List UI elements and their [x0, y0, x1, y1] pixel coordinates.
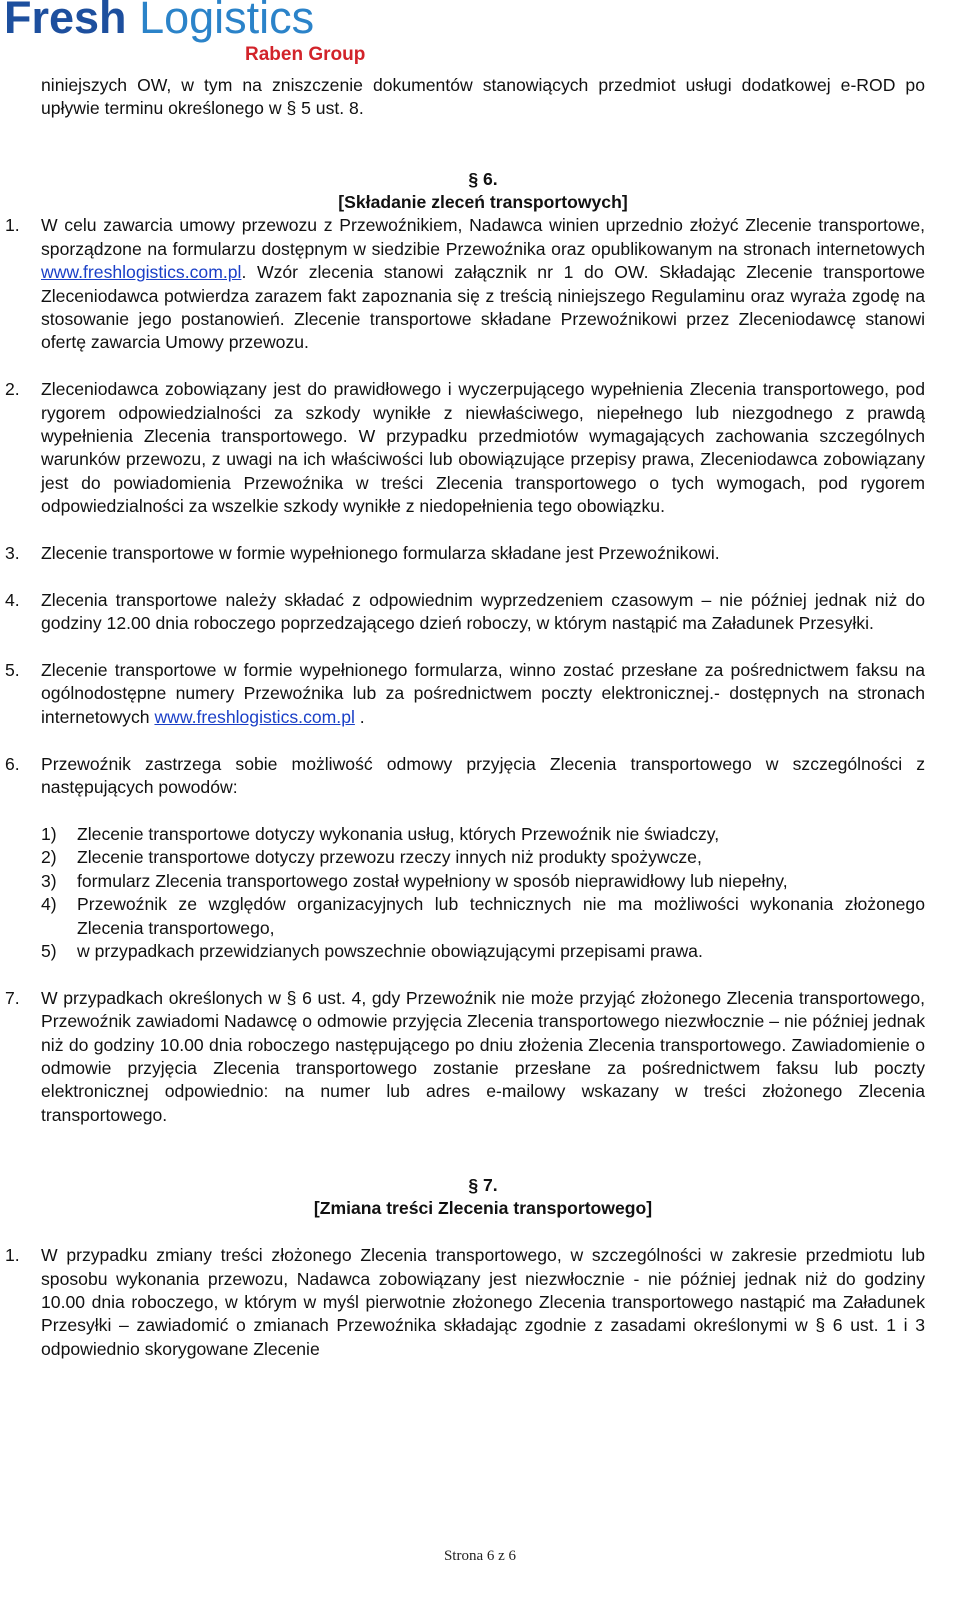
section-6-item-1: [0, 214, 925, 354]
reason-number: 1): [41, 823, 57, 844]
item-text: Przewoźnik zastrzega sobie możliwość odmowy przyjęcia Zlecenia transportowego w szczególności z następujących powodów:: [41, 753, 925, 798]
reason-text: Zlecenie transportowe dotyczy przewozu rzeczy innych niż produkty spożywcze,: [77, 847, 702, 868]
logo-word-logistics: Logistics: [139, 0, 315, 43]
website-link[interactable]: www.freshlogistics.com.pl: [154, 706, 355, 727]
section-6-item-5: [0, 659, 925, 729]
logo-word-fresh: Fresh: [4, 0, 127, 43]
reason-item-1: [0, 823, 925, 846]
section-6-item-4: [0, 589, 925, 636]
logo-wordmark: [4, 0, 314, 44]
reason-number: 5): [41, 940, 57, 961]
reason-text: w przypadkach przewidzianych powszechnie obowiązującymi przepisami prawa.: [77, 940, 703, 961]
item-text-part-a: Zlecenie transportowe w formie wypełnionego formularza, winno zostać przesłane za pośrednictwem faksu na ogólnodostępne numery Przewoźnika lub za pośrednictwem poczty elektronicznej.- dostępnych na stronach internetowych: [41, 660, 925, 727]
section-6-title: [Składanie zleceń transportowych]: [338, 192, 628, 213]
reason-item-4: [0, 893, 925, 940]
item-number: 4.: [5, 589, 20, 610]
section-7-item-1: [0, 1244, 925, 1361]
reason-number: 3): [41, 870, 57, 891]
reason-text: formularz Zlecenia transportowego został wypełniony w sposób nieprawidłowy lub niepełny,: [77, 870, 788, 891]
company-logo: [4, 0, 376, 66]
item-text: W przypadkach określonych w § 6 ust. 4, gdy Przewoźnik nie może przyjąć złożonego Zlecenia transportowego, Przewoźnik zawiadomi Nadawcę o odmowie przyjęcia Zlecenia transportowego niezwłocznie – nie później jednak niż do godziny 10.00 dnia roboczego następującego po dniu złożenia Zlecenia transportowego. Zawiadomienie o odmowie przyjęcia Zlecenia transportowego zostanie przesłane za pośrednictwem faksu lub poczty elektronicznej odpowiednio: na numer lub adres e-mailowy wskazany w treści złożonego Zlecenia transportowego.: [41, 987, 925, 1125]
intro-paragraph: niniejszych OW, w tym na zniszczenie dokumentów stanowiących przedmiot usługi dodatkowej e-ROD po upływie terminu określonego w § 5 ust. 8.: [41, 75, 925, 119]
item-number: 1.: [5, 215, 20, 236]
item-text-part-b: .: [354, 706, 365, 727]
section-7-number: § 7.: [468, 1174, 498, 1195]
item-number: 5.: [5, 660, 20, 681]
section-6-item-2: [0, 378, 925, 518]
item-number: 3.: [5, 543, 20, 564]
section-6-item-7: [0, 987, 925, 1127]
document-body: [0, 74, 960, 1361]
reason-number: 4): [41, 894, 57, 915]
item-number: 6.: [5, 753, 20, 774]
logo-subtitle: Raben Group: [245, 44, 366, 65]
item-text: W przypadku zmiany treści złożonego Zlecenia transportowego, w szczególności w zakresie przedmiotu lub sposobu wykonania przewozu, Nadawca zobowiązany jest niezwłocznie - nie później jednak niż do godziny 10.00 dnia roboczego, w którym w myśl pierwotnie złożonego Zlecenia transportowego nastąpić ma Załadunek Przesyłki – zawiadomić o zmianach Przewoźnika składając zgodnie z zasadami określonymi w § 6 ust. 1 i 3 odpowiednio skorygowane Zlecenie: [41, 1245, 925, 1359]
item-text: Zlecenie transportowe w formie wypełnionego formularza składane jest Przewoźnikowi.: [41, 543, 720, 564]
website-link[interactable]: www.freshlogistics.com.pl: [41, 262, 242, 283]
section-6-item-3: [0, 542, 925, 565]
item-text: Zleceniodawca zobowiązany jest do prawidłowego i wyczerpującego wypełnienia Zlecenia transportowego, pod rygorem odpowiedzialności za szkody wynikłe z niewłaściwego, niepełnego lub niezgodnego z prawdą wypełnienia Zlecenia transportowego. W przypadku przedmiotów wymagających zachowania szczególnych warunków przewozu, z uwagi na ich właściwości lub obowiązujące przepisy prawa, Zleceniodawca zobowiązany jest do powiadomienia Przewoźnika w treści Zlecenia transportowego o tych wymogach, pod rygorem odpowiedzialności za wszelkie szkody wynikłe z niedopełnienia tego obowiązku.: [41, 379, 925, 517]
item-number: 2.: [5, 379, 20, 400]
item-text-part-b: . Wzór zlecenia stanowi załącznik nr 1 do OW. Składając Zlecenie transportowe Zleceniodawca potwierdza zarazem fakt zapoznania się z treścią niniejszego Regulaminu oraz wyraża zgodę na stosowanie jego postanowień. Zlecenie transportowe składane Przewoźnikowi przez Zleceniodawcę stanowi ofertę zawarcia Umowy przewozu.: [41, 262, 925, 353]
section-6-number: § 6.: [468, 168, 498, 189]
reason-text: Zlecenie transportowe dotyczy wykonania usług, których Przewoźnik nie świadczy,: [77, 823, 720, 844]
section-6-item-6: [0, 753, 925, 800]
item-number: 1.: [5, 1245, 20, 1266]
item-text-part-a: W celu zawarcia umowy przewozu z Przewoźnikiem, Nadawca winien uprzednio złożyć Zlecenie transportowe, sporządzone na formularzu dostępnym w siedzibie Przewoźnika oraz opublikowanym na stronach internetowych: [41, 215, 925, 259]
reason-number: 2): [41, 847, 57, 868]
reason-item-5: [0, 940, 925, 963]
section-7-title: [Zmiana treści Zlecenia transportowego]: [313, 1198, 653, 1219]
page-number: Strona 6 z 6: [443, 1548, 517, 1564]
reason-item-3: [0, 870, 925, 893]
reason-text: Przewoźnik ze względów organizacyjnych lub technicznych nie ma możliwości wykonania złożonego Zlecenia transportowego,: [77, 894, 925, 938]
reason-item-2: [0, 846, 925, 869]
item-number: 7.: [5, 987, 20, 1008]
item-text: Zlecenia transportowe należy składać z odpowiednim wyprzedzeniem czasowym – nie później jednak niż do godziny 12.00 dnia roboczego poprzedzającego dzień roboczy, w którym nastąpić ma Załadunek Przesyłki.: [41, 589, 925, 634]
